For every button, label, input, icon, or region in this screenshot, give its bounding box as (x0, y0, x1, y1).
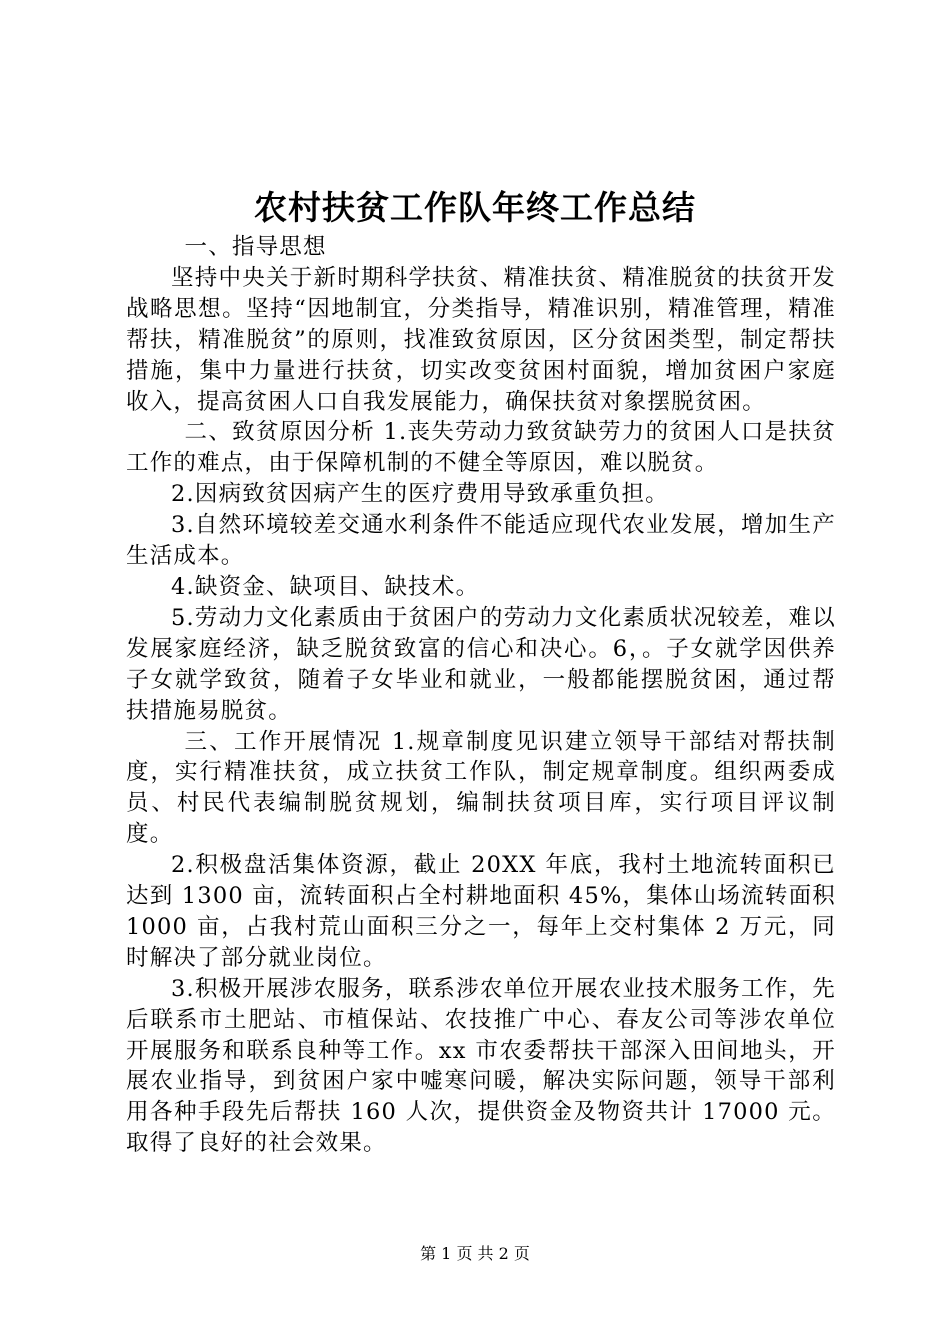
document-body (126, 232, 836, 1159)
section-heading-guiding-ideology: 一、指导思想 (184, 234, 327, 260)
paragraph-cause-illness: 2.因病致贫因病产生的医疗费用导致承重负担。 (171, 481, 669, 508)
paragraph-agricultural-services: 3.积极开展涉农服务，联系涉农单位开展农业技术服务工作，先后联系市土肥站、市植保站、农技推广中心、春友公司等涉农单位开展服务和联系良种等工作。xx 市农委帮扶干部深入田间地头，开展农业指导，到贫困户家中嘘寒问暖，解决实际问题，领导干部利用各种手段先后帮扶 160 人次，提供资金及物资共计 17000 元。取得了良好的社会效果。 (126, 975, 836, 1157)
document-title: 农村扶贫工作队年终工作总结 (254, 188, 696, 227)
paragraph-cause-education: 5.劳动力文化素质由于贫困户的劳动力文化素质状况较差，难以发展家庭经济，缺乏脱贫致富的信心和决心。6，。子女就学因供养子女就学致贫，随着子女毕业和就业，一般都能摆脱贫困，通过帮扶措施易脱贫。 (126, 604, 836, 724)
paragraph-collective-resources: 2.积极盘活集体资源，截止 20XX 年底，我村土地流转面积已达到 1300 亩，流转面积占全村耕地面积 45%，集体山场流转面积 1000 亩，占我村荒山面积三分之一，每年上交村集体 2 万元，同时解决了部分就业岗位。 (126, 852, 836, 971)
page-footer: 第 1 页 共 2 页 (420, 1244, 530, 1263)
paragraph-cause-resources: 4.缺资金、缺项目、缺技术。 (171, 573, 480, 600)
paragraph-guiding-ideology: 坚持中央关于新时期科学扶贫、精准扶贫、精准脱贫的扶贫开发战略思想。坚持“因地制宜，分类指导，精准识别，精准管理，精准帮扶，精准脱贫”的原则，找准致贫原因，区分贫困类型，制定帮扶措施，集中力量进行扶贫，切实改变贫困村面貌，增加贫困户家庭收入，提高贫困人口自我发展能力，确保扶贫对象摆脱贫困。 (126, 264, 836, 415)
paragraph-poverty-causes: 二、致贫原因分析 1.丧失劳动力致贫缺劳力的贫困人口是扶贫工作的难点，由于保障机制的不健全等原因，难以脱贫。 (126, 419, 836, 477)
paragraph-cause-environment: 3.自然环境较差交通水利条件不能适应现代农业发展，增加生产生活成本。 (126, 512, 836, 570)
paragraph-work-progress: 三、工作开展情况 1.规章制度见识建立领导干部结对帮扶制度，实行精准扶贫，成立扶贫工作队，制定规章制度。组织两委成员、村民代表编制脱贫规划，编制扶贫项目库，实行项目评议制度。 (126, 728, 836, 848)
